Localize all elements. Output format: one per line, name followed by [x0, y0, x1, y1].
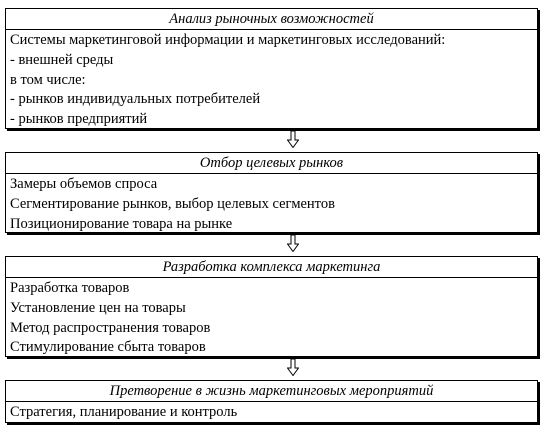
stage-targeting-block — [5, 152, 538, 233]
stage-title: Разработка комплекса маркетинга — [6, 257, 537, 278]
down-arrow-icon — [287, 359, 299, 376]
stage-title: Претворение в жизнь маркетинговых мероприятий — [6, 381, 537, 402]
stage-item: - внешней среды — [10, 51, 114, 68]
stage-item: в том числе: — [10, 71, 86, 88]
stage-item: - рынков предприятий — [10, 111, 148, 128]
stage-item: Позиционирование товара на рынке — [10, 215, 233, 232]
stage-item: - рынков индивидуальных потребителей — [10, 91, 261, 108]
stage-analysis-block — [5, 8, 538, 129]
down-arrow-icon — [287, 131, 299, 148]
stage-items — [6, 30, 537, 130]
stage-item: Установление цен на товары — [10, 299, 186, 316]
stage-item: Системы маркетинговой информации и маркетинговых исследований: — [10, 32, 446, 48]
stage-item: Метод распространения товаров — [10, 319, 211, 336]
stage-marketing-mix-block — [5, 256, 538, 357]
stage-item: Разработка товаров — [10, 280, 130, 296]
stage-implementation-block — [5, 380, 538, 423]
stage-items — [6, 174, 537, 234]
stage-item: Сегментирование рынков, выбор целевых сегментов — [10, 195, 335, 212]
stage-items — [6, 278, 537, 358]
stage-title: Отбор целевых рынков — [6, 153, 537, 174]
stage-item: Замеры объемов спроса — [10, 176, 158, 192]
stage-title: Анализ рыночных возможностей — [6, 9, 537, 30]
stage-item: Стратегия, планирование и контроль — [10, 404, 238, 420]
stage-items — [6, 402, 537, 423]
stage-item: Стимулирование сбыта товаров — [10, 339, 206, 356]
down-arrow-icon — [287, 235, 299, 252]
